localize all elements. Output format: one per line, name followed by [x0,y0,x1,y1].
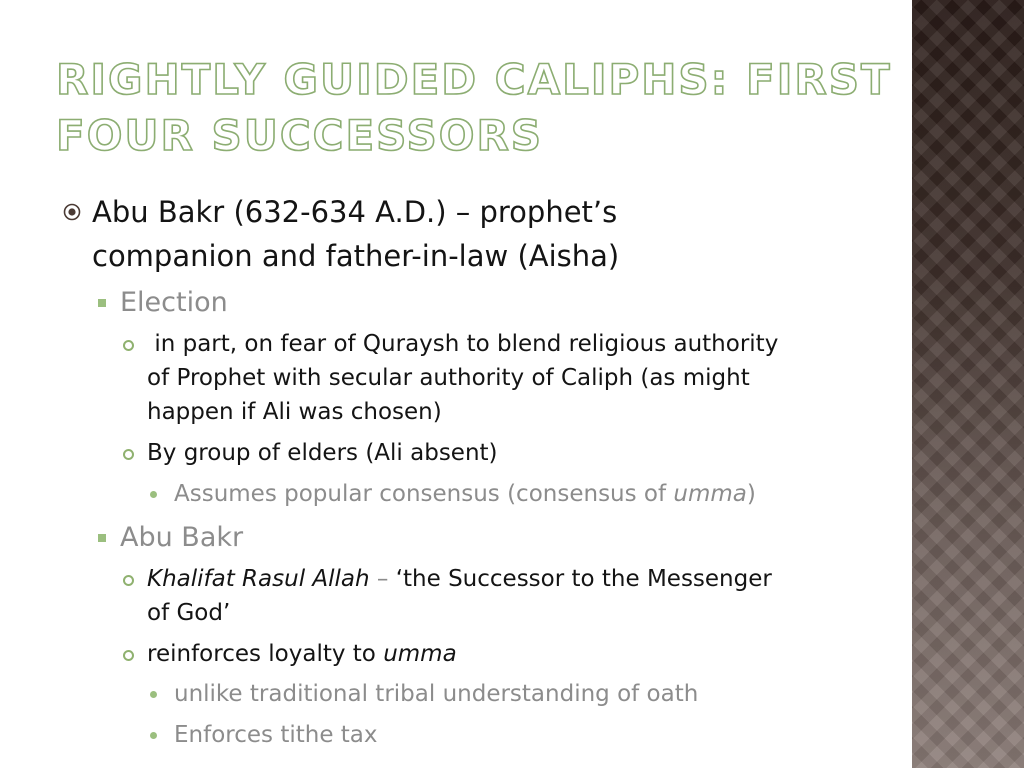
loyalty-term: umma [383,641,457,667]
loyalty-text [147,637,887,671]
abu-bakr-label: Abu Bakr [120,522,244,553]
loyalty-prefix: reinforces loyalty to [147,641,384,667]
khalifat-term: Khalifat Rasul Allah [147,566,370,592]
dot-icon [150,732,157,739]
ring-icon [123,340,134,351]
consensus-prefix: Assumes popular consensus (consensus of [174,481,674,507]
khalifat-meaning-line2: of God’ [147,600,231,626]
consensus-term: umma [673,481,747,507]
election-reason-line1: in part, on fear of Quraysh to blend religious authority [147,331,779,357]
slide-title: RIGHTLY GUIDED CALIPHS: FIRST FOUR SUCCESSORS [56,55,892,160]
ring-icon [123,575,134,586]
consensus-suffix: ) [746,481,756,507]
tithe-text: Enforces tithe tax [174,722,378,748]
circle-dot-icon [63,203,81,221]
abu-bakr-intro-line2: companion and father-in-law (Aisha) [92,239,620,273]
oath-text: unlike traditional tribal understanding of oath [174,681,699,707]
khalifat-title-line1 [147,562,887,596]
dot-icon [150,691,157,698]
abu-bakr-intro-line1: Abu Bakr (632-634 A.D.) – prophet’s [92,195,618,229]
square-icon [98,534,106,542]
ring-icon [123,650,134,661]
election-label: Election [120,287,228,318]
election-elders: By group of elders (Ali absent) [147,440,498,466]
khalifat-meaning-line1: ‘the Successor to the Messenger [395,566,772,592]
ring-icon [123,449,134,460]
square-icon [98,299,106,307]
election-reason-line2: of Prophet with secular authority of Caliph (as might [147,365,750,391]
election-consensus [174,477,894,511]
election-reason-line3: happen if Ali was chosen) [147,399,442,425]
dot-icon [150,491,157,498]
khalifat-dash: – [369,566,396,592]
decorative-side-panel [912,0,1024,768]
